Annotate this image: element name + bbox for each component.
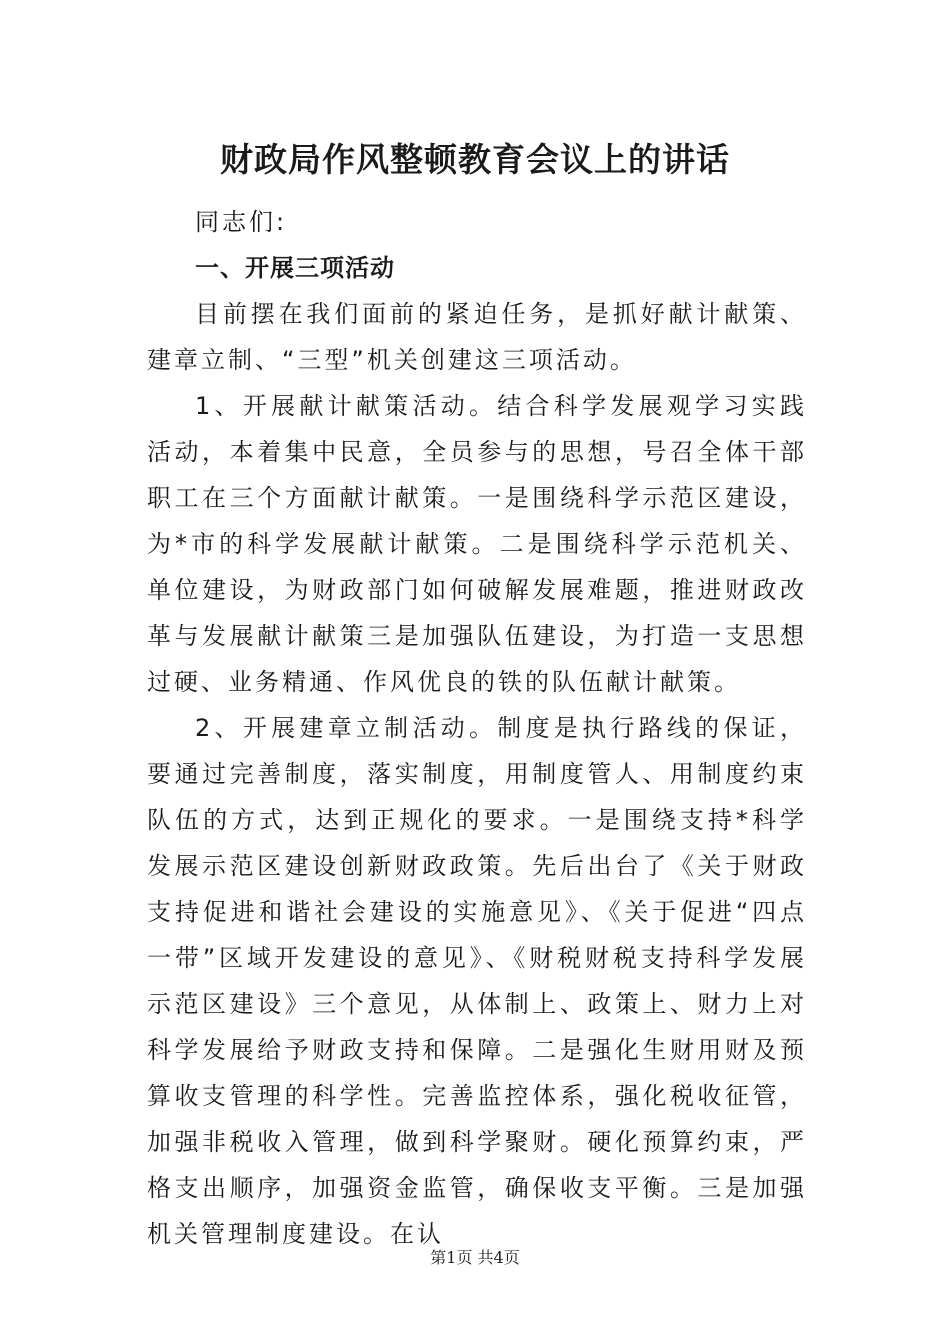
- salutation: 同志们:: [195, 208, 288, 236]
- document-body: [147, 199, 807, 1257]
- page-footer: 第1页 共4页: [430, 1248, 520, 1267]
- section-heading: 一、开展三项活动: [195, 254, 395, 282]
- document-title: 财政局作风整顿教育会议上的讲话: [220, 140, 730, 179]
- paragraph-item-1: 1、开展献计献策活动。结合科学发展观学习实践活动，本着集中民意，全员参与的思想，号召全体干部职工在三个方面献计献策。一是围绕科学示范区建设，为*市的科学发展献计献策。二是围绕科学示范机关、单位建设，为财政部门如何破解发展难题，推进财政改革与发展献计献策三是加强队伍建设，为打造一支思想过硬、业务精通、作风优良的铁的队伍献计献策。: [147, 392, 807, 696]
- paragraph-intro: 目前摆在我们面前的紧迫任务，是抓好献计献策、建章立制、“三型”机关创建这三项活动。: [147, 300, 807, 374]
- paragraph-item-2: 2、开展建章立制活动。制度是执行路线的保证，要通过完善制度，落实制度，用制度管人、用制度约束队伍的方式，达到正规化的要求。一是围绕支持*科学发展示范区建设创新财政政策。先后出台了《关于财政支持促进和谐社会建设的实施意见》、《关于促进“四点一带”区域开发建设的意见》、《财税财税支持科学发展示范区建设》三个意见，从体制上、政策上、财力上对科学发展给予财政支持和保障。二是强化生财用财及预算收支管理的科学性。完善监控体系，强化税收征管，加强非税收入管理，做到科学聚财。硬化预算约束，严格支出顺序，加强资金监管，确保收支平衡。三是加强机关管理制度建设。在认: [147, 714, 807, 1248]
